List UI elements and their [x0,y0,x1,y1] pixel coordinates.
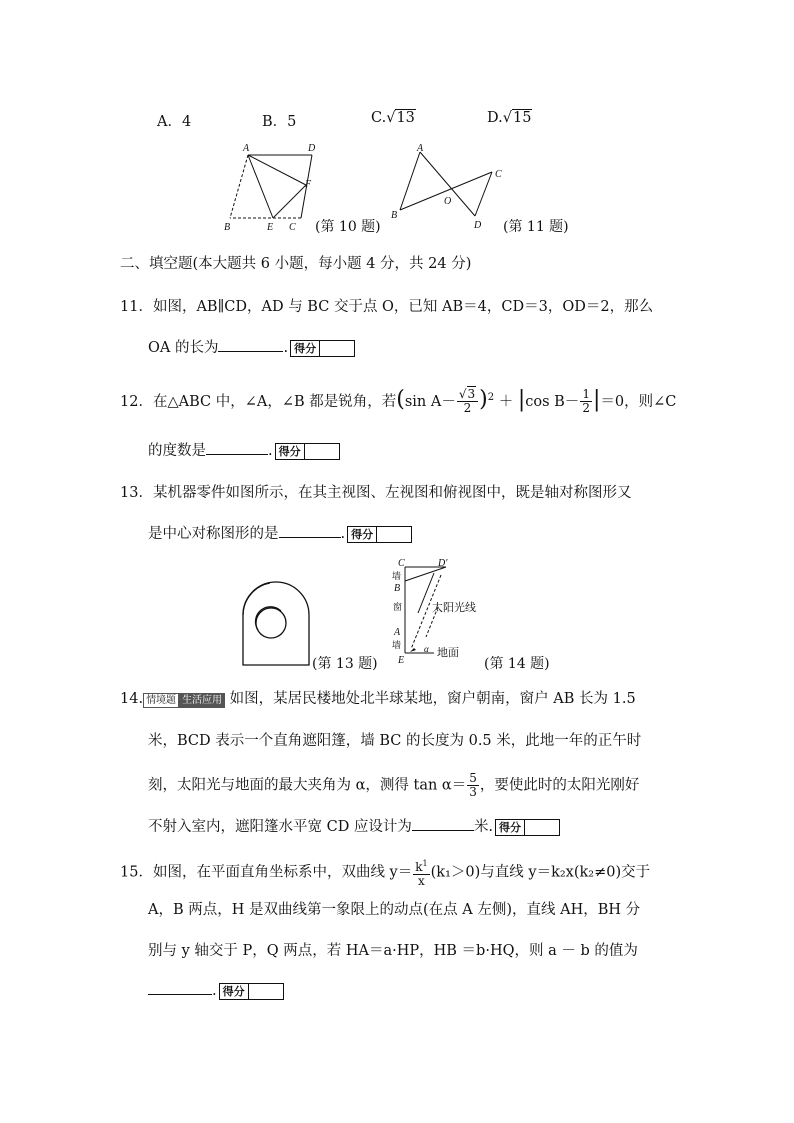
score-box: 得分 [347,526,412,543]
q14-line2: 米，BCD 表示一个直角遮阳篷，墙 BC 的长度为 0.5 米，此地一年的正午时 [148,733,642,749]
option-b: B．5 [262,114,297,130]
q15-line1: 15．如图，在平面直角坐标系中，双曲线 y＝ $\frac{k^1}{x}$ (k₁＞0)与直线 y＝k₂x(k₂≠0)交于 [120,859,651,888]
fig11-label-a: A [417,143,424,154]
fig14-label-e: E [398,655,405,665]
score-box: 得分 [219,983,284,1000]
score-box: 得分 [275,443,340,460]
q11-line1: 11．如图，AB∥CD，AD 与 BC 交于点 O，已知 AB＝4，CD＝3，OD＝2，那么 [120,299,654,315]
tag-life-application: 生活应用 [179,693,225,708]
figure-11 [385,140,510,235]
fig10-label-a: A [243,143,250,154]
fig10-label-e: E [267,222,274,233]
q14-answer-blank[interactable] [412,816,474,831]
q13-line2: 是中心对称图形的是 . 得分 [148,523,412,544]
fig14-label-b: B [394,583,401,594]
q14-line4: 不射入室内，遮阳篷水平宽 CD 应设计为 米. 得分 [148,816,560,837]
q13-answer-blank[interactable] [279,523,341,538]
tag-scenario: 情境题 [143,693,179,708]
fig14-label-sunlight: 太阳光线 [432,601,476,614]
fig14-label-ground: 地面 [437,646,459,659]
fig11-label-c: C [495,169,502,180]
q13-line1: 13．某机器零件如图所示，在其主视图、左视图和俯视图中，既是轴对称图形又 [120,485,632,501]
caption-fig13: (第 13 题) [312,656,378,672]
fig14-label-wall-bot: 墙 [392,640,402,650]
fig14-label-a: A [394,627,401,638]
caption-fig10: (第 10 题) [315,219,381,235]
q11-line2: OA 的长为 . 得分 [148,337,355,358]
q12-line1: 12．在△ABC 中，∠A，∠B 都是锐角，若(sin A－ $\frac{√3}{2}$ )$^2$ ＋ |cos B－ $\frac{1}{2}$ |＝0，则∠C [120,386,677,416]
score-box: 得分 [495,819,560,836]
q11-answer-blank[interactable] [218,337,283,352]
fig14-label-wall-top: 墙 [392,571,402,581]
q12-line2: 的度数是 . 得分 [148,440,340,461]
fig11-label-b: B [391,210,398,221]
option-c: C.√13 [371,110,415,126]
fig10-label-f: F [305,179,312,190]
q12-answer-blank[interactable] [206,440,268,455]
q15-line3: 别与 y 轴交于 P，Q 两点，若 HA＝a·HP，HB ＝b·HQ，则 a － b 的值为 [148,943,638,959]
q15-line4: . 得分 [148,980,284,1001]
fig10-label-c: C [289,222,296,233]
q15-line2: A，B 两点，H 是双曲线第一象限上的动点(在点 A 左侧)，直线 AH，BH 分 [148,902,641,918]
fig11-label-d: D [474,220,482,231]
q15-answer-blank[interactable] [148,980,212,995]
q14-line1: 14. 情境题 生活应用 如图，某居民楼地处北半球某地，窗户朝南，窗户 AB 长为 1.5 [120,691,636,707]
fig14-label-window: 窗 [393,602,403,612]
caption-fig14: (第 14 题) [484,656,550,672]
fig14-label-c: C [398,558,405,569]
score-box: 得分 [290,340,355,357]
section-title: 二、填空题(本大题共 6 小题，每小题 4 分，共 24 分) [120,256,472,272]
figure-10 [215,140,325,235]
fig10-label-b: B [224,222,231,233]
fig10-label-d: D [308,143,316,154]
fig11-label-o: O [444,196,452,207]
caption-fig11: (第 11 题) [503,219,569,235]
figure-13 [236,575,316,670]
fig14-label-d: D' [438,558,448,569]
fig14-label-alpha: α [424,644,429,654]
q14-line3: 刻，太阳光与地面的最大夹角为 α，测得 tan α＝ $\frac{5}{3}$ ，要使此时的太阳光刚好 [148,771,640,799]
option-a: A．4 [157,114,192,130]
option-d: D.√15 [487,110,532,126]
